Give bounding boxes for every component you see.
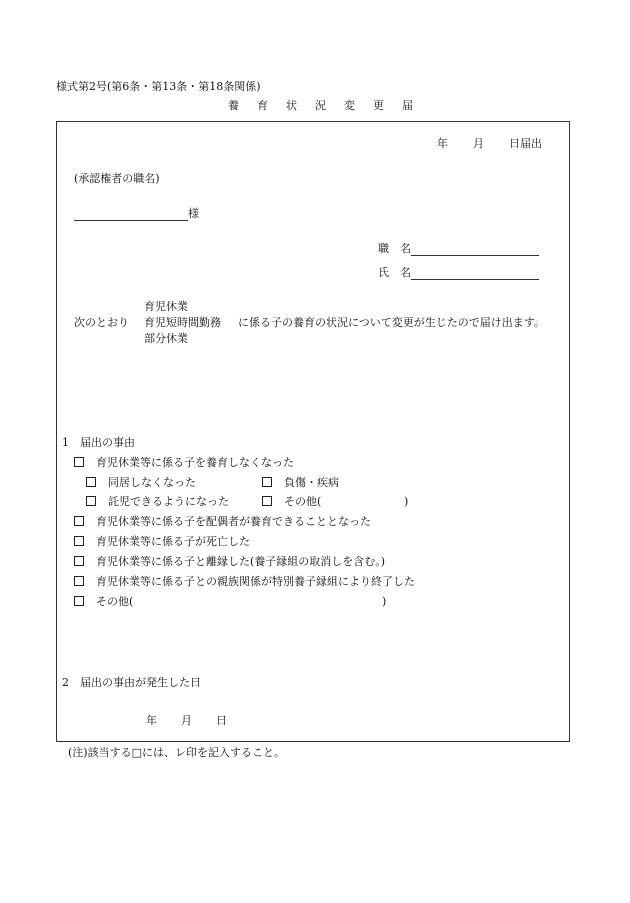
name-row: [378, 266, 539, 280]
reason-label: 同居しなくなった: [108, 476, 196, 489]
reason-label: 負傷・疾病: [284, 476, 339, 489]
leave-option-childcare: 育児休業: [144, 300, 188, 313]
reason-label: 育児休業等に係る子が死亡した: [96, 535, 250, 548]
title-char: 況: [315, 99, 326, 112]
reason-label: 育児休業等に係る子を養育しなくなった: [96, 456, 294, 469]
reason-label: 育児休業等に係る子と離縁した(養子縁組の取消しを含む。): [96, 555, 386, 568]
form-title: [228, 99, 413, 113]
reason-label: 託児できるようになった: [108, 495, 229, 508]
section1-heading: 1 届出の事由: [62, 436, 135, 449]
reason-no-longer-raising[interactable]: [74, 456, 294, 470]
approver-position-label: (承認権者の職名): [74, 172, 160, 185]
reason-special-adoption[interactable]: [74, 575, 415, 589]
submit-month-label: 月: [473, 137, 484, 150]
position-label: 職 名: [378, 242, 411, 255]
reason-label: その他(: [284, 495, 322, 508]
name-label: 氏 名: [378, 266, 411, 279]
reason-label: 育児休業等に係る子を配偶者が養育できることとなった: [96, 515, 371, 528]
form-number: 様式第2号(第6条・第13条・第18条関係): [56, 80, 261, 93]
title-char: 養: [228, 99, 239, 112]
checkbox[interactable]: [86, 496, 96, 506]
checkbox[interactable]: [74, 516, 84, 526]
leave-option-partial: 部分休業: [144, 332, 188, 345]
reason-adoption-dissolved[interactable]: [74, 555, 385, 569]
occurrence-month-label: 月: [181, 714, 192, 727]
sama-label: 様: [188, 207, 199, 220]
title-char: 育: [257, 99, 268, 112]
checkbox[interactable]: [262, 477, 272, 487]
statement-suffix: に係る子の養育の状況について変更が生じたので届け出ます。: [238, 316, 545, 329]
reason-label: 育児休業等に係る子との親族関係が特別養子縁組により終了した: [96, 575, 415, 588]
occurrence-year-label: 年: [146, 714, 157, 727]
reason-not-cohabiting[interactable]: [86, 476, 196, 490]
reason-other-sub-close: ): [404, 495, 409, 508]
checkbox[interactable]: [86, 477, 96, 487]
reason-label: その他(: [96, 595, 134, 608]
reason-other[interactable]: [74, 595, 133, 609]
title-char: 変: [344, 99, 355, 112]
approver-name-field[interactable]: [74, 208, 188, 221]
position-row: [378, 242, 539, 256]
reason-other-sub[interactable]: [262, 495, 321, 509]
checkbox[interactable]: [74, 576, 84, 586]
reason-other-close: ): [382, 595, 387, 608]
name-field[interactable]: [411, 267, 539, 280]
submit-day-label: 日届出: [509, 137, 542, 150]
position-field[interactable]: [411, 243, 539, 256]
approver-line[interactable]: [74, 207, 199, 221]
title-char: 届: [402, 99, 413, 112]
title-char: 状: [286, 99, 297, 112]
checkbox[interactable]: [262, 496, 272, 506]
checkbox[interactable]: [74, 556, 84, 566]
reason-child-died[interactable]: [74, 535, 250, 549]
statement-prefix: 次のとおり: [74, 316, 129, 329]
checkbox[interactable]: [74, 596, 84, 606]
checkbox[interactable]: [74, 536, 84, 546]
reason-injury-illness[interactable]: [262, 476, 339, 490]
section2-heading: 2 届出の事由が発生した日: [62, 676, 201, 689]
leave-option-short-hours: 育児短時間勤務: [144, 316, 221, 329]
title-char: 更: [373, 99, 384, 112]
footnote: (注)該当する□には、レ印を記入すること。: [68, 746, 285, 759]
reason-spouse-can-raise[interactable]: [74, 515, 371, 529]
checkbox[interactable]: [74, 457, 84, 467]
reason-childcare-available[interactable]: [86, 495, 229, 509]
submit-year-label: 年: [437, 137, 448, 150]
occurrence-day-label: 日: [216, 714, 227, 727]
